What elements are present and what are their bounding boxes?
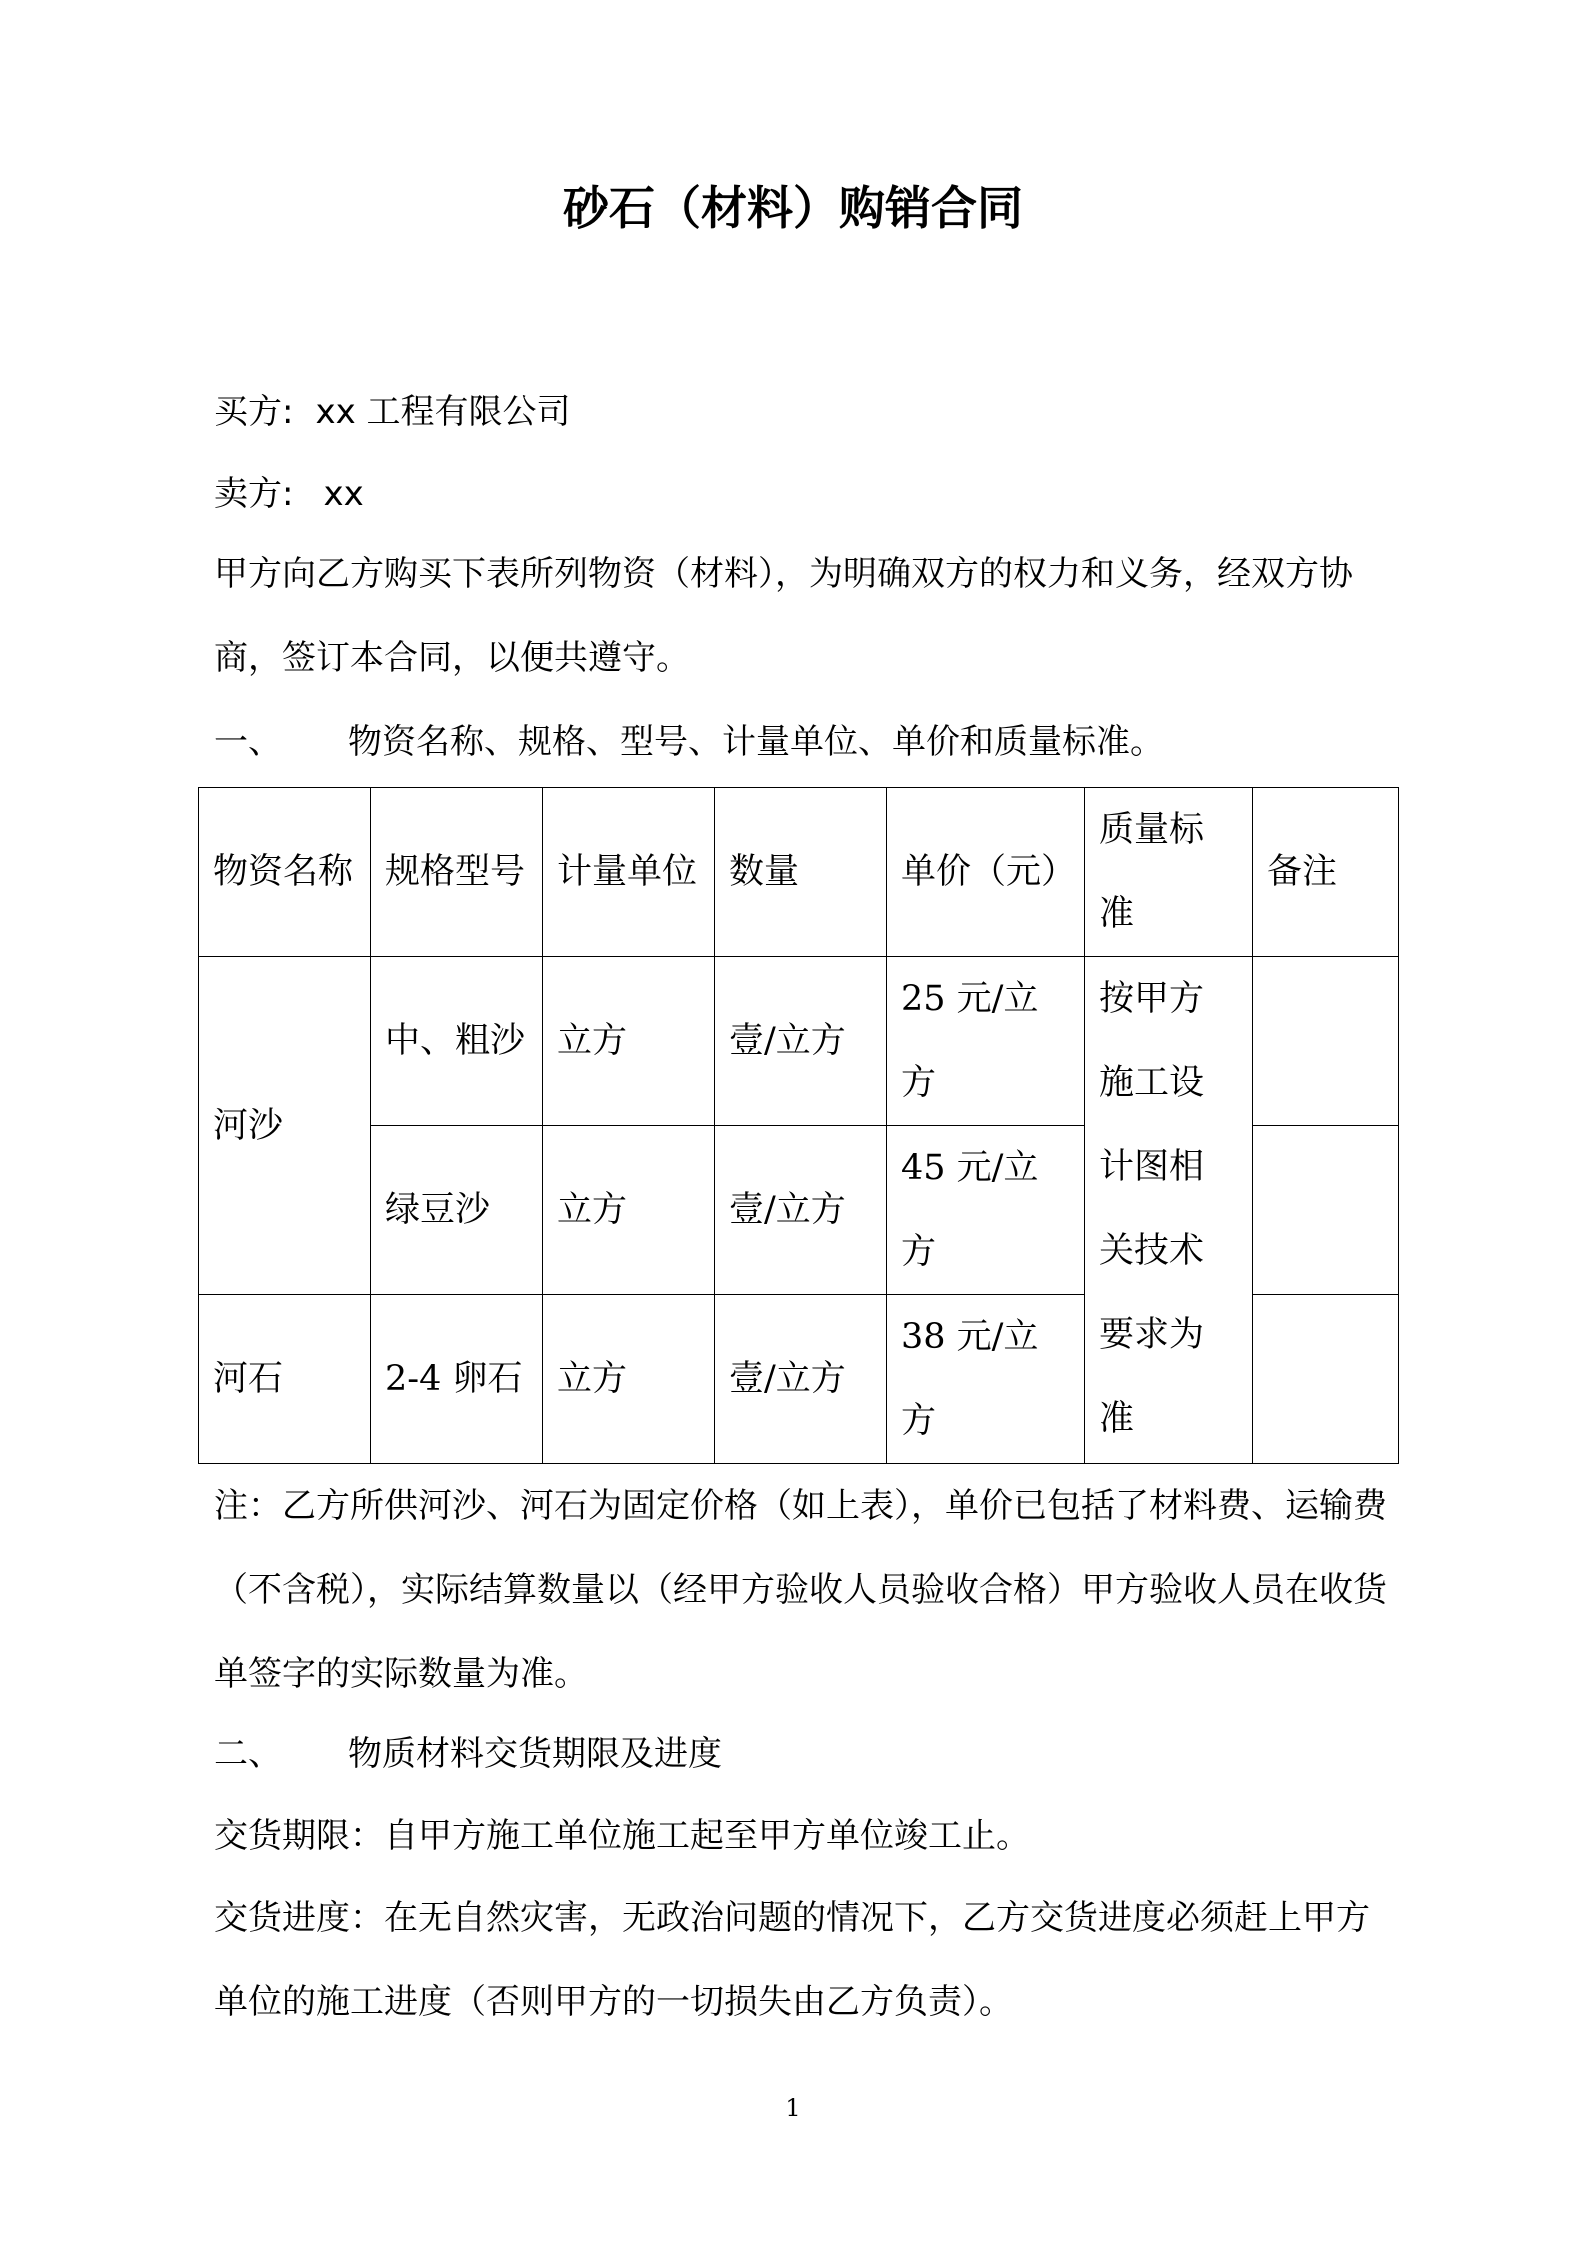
section-2-heading	[214, 1712, 722, 1796]
cell-spec: 绿豆沙	[371, 1126, 543, 1295]
cell-price: 38 元/立方	[887, 1295, 1085, 1464]
cell-price: 45 元/立方	[887, 1126, 1085, 1295]
cell-quality-standard: 按甲方施工设计图相关技术要求为准	[1085, 957, 1253, 1464]
header-cell-remark: 备注	[1253, 788, 1399, 957]
cell-qty: 壹/立方	[715, 957, 887, 1126]
section-2-text: 物质材料交货期限及进度	[348, 1734, 722, 1774]
cell-qty: 壹/立方	[715, 1295, 887, 1464]
header-cell-qty: 数量	[715, 788, 887, 957]
contract-title: 砂石（材料）购销合同	[563, 181, 1023, 235]
delivery-period: 交货期限：自甲方施工单位施工起至甲方单位竣工止。	[214, 1816, 1030, 1856]
cell-price: 25 元/立方	[887, 957, 1085, 1126]
table-note: 注：乙方所供河沙、河石为固定价格（如上表），单价已包括了材料费、运输费（不含税），实际结算数量以（经甲方验收人员验收合格）甲方验收人员在收货单签字的实际数量为准。	[214, 1486, 1387, 1694]
buyer-line	[214, 370, 571, 454]
cell-material-name: 河石	[199, 1295, 371, 1464]
materials-table	[198, 787, 1399, 1464]
cell-unit: 立方	[543, 957, 715, 1126]
cell-remark	[1253, 957, 1399, 1126]
intro-paragraph: 甲方向乙方购买下表所列物资（材料），为明确双方的权力和义务，经双方协商，签订本合同，以便共遵守。	[214, 554, 1353, 678]
page-number: 1	[785, 2094, 801, 2122]
header-cell-quality: 质量标准	[1085, 788, 1253, 957]
header-cell-name: 物资名称	[199, 788, 371, 957]
seller-label: 卖方:	[214, 474, 294, 514]
cell-material-name: 河沙	[199, 957, 371, 1295]
header-cell-unit: 计量单位	[543, 788, 715, 957]
table-header-row	[199, 788, 1399, 957]
cell-unit: 立方	[543, 1295, 715, 1464]
section-1-heading	[214, 700, 1164, 784]
cell-spec: 2-4 卵石	[371, 1295, 543, 1464]
delivery-progress: 交货进度：在无自然灾害，无政治问题的情况下，乙方交货进度必须赶上甲方单位的施工进度（否则甲方的一切损失由乙方负责）。	[214, 1898, 1370, 2022]
cell-remark	[1253, 1126, 1399, 1295]
cell-spec: 中、粗沙	[371, 957, 543, 1126]
table-row	[199, 957, 1399, 1126]
section-1-number: 一、	[214, 722, 282, 762]
seller-value: xx	[323, 474, 364, 514]
cell-unit: 立方	[543, 1126, 715, 1295]
section-1-text: 物资名称、规格、型号、计量单位、单价和质量标准。	[348, 722, 1164, 762]
seller-line	[214, 452, 364, 536]
cell-remark	[1253, 1295, 1399, 1464]
buyer-value: xx 工程有限公司	[315, 392, 571, 432]
buyer-label: 买方:	[214, 392, 294, 432]
cell-qty: 壹/立方	[715, 1126, 887, 1295]
header-cell-spec: 规格型号	[371, 788, 543, 957]
section-2-number: 二、	[214, 1734, 282, 1774]
header-cell-price: 单价（元）	[887, 788, 1085, 957]
